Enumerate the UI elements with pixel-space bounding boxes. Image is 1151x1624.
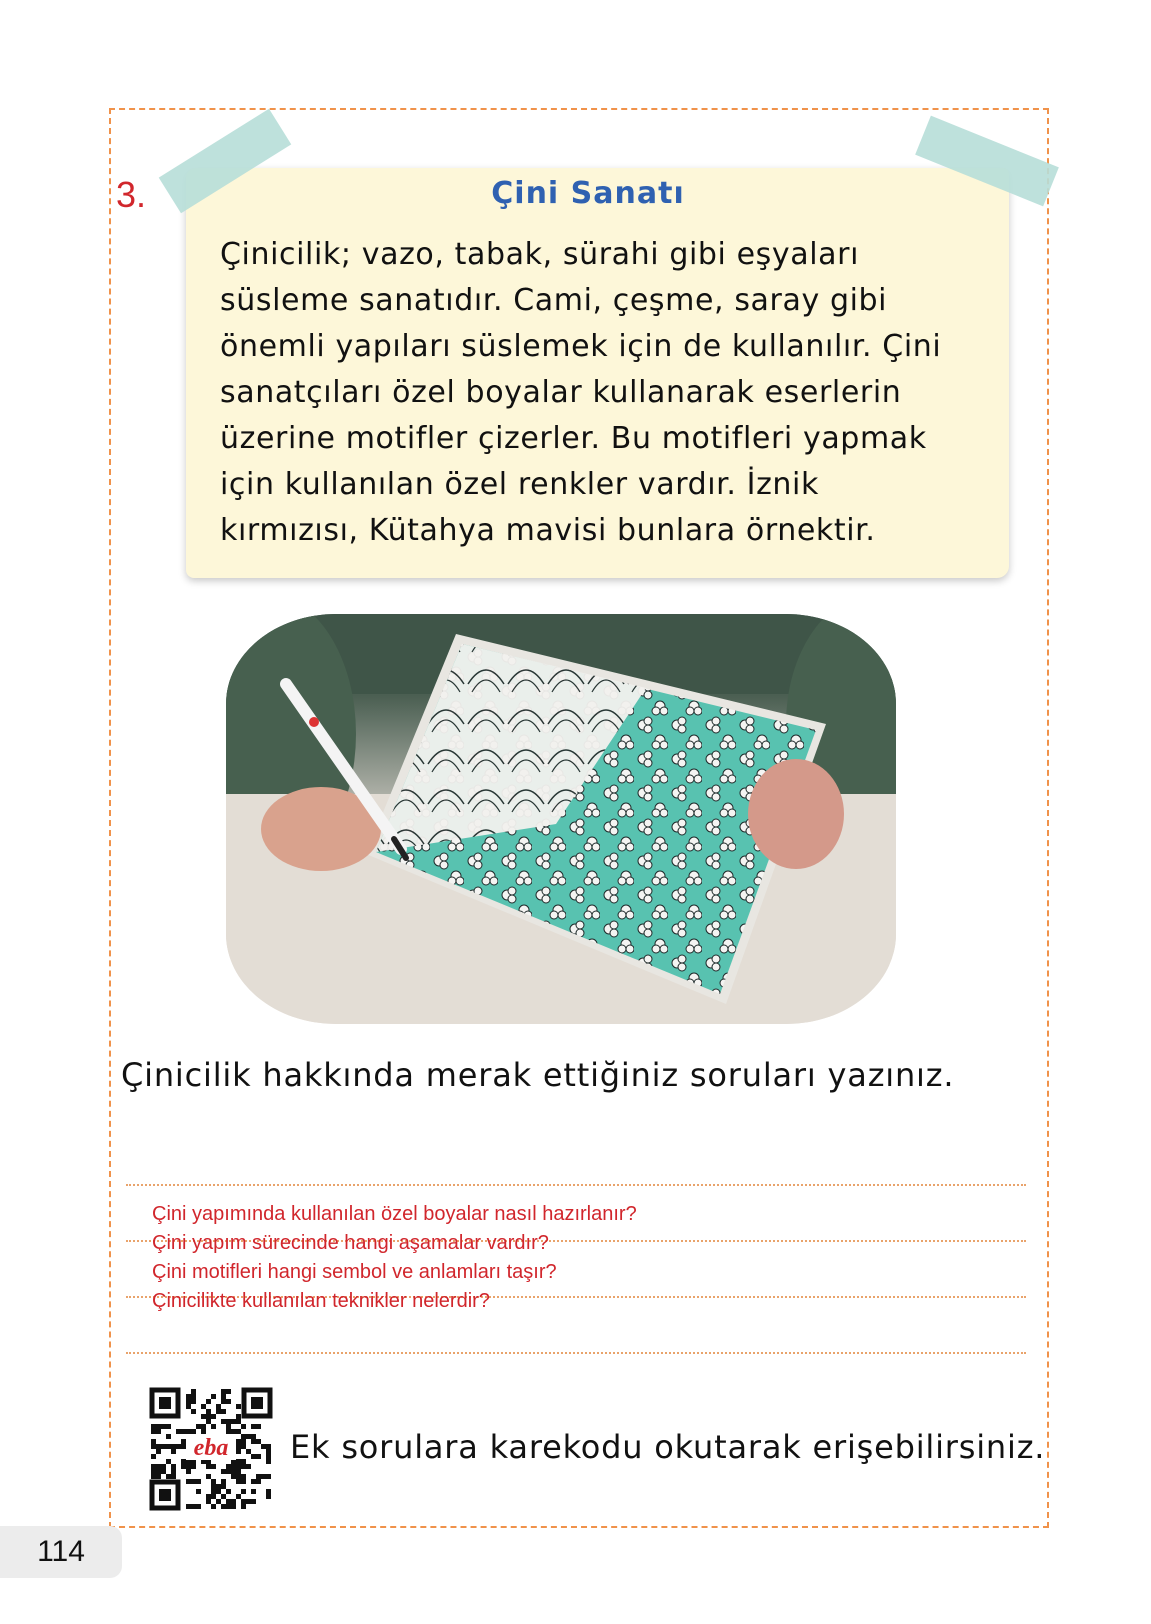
qr-module	[266, 1474, 271, 1479]
qr-module	[231, 1499, 236, 1504]
qr-module	[241, 1499, 246, 1504]
answer-item: Çinicilikte kullanılan teknikler nelerdir?	[152, 1290, 490, 1312]
qr-module	[171, 1449, 176, 1454]
qr-module	[156, 1469, 161, 1474]
answer-line	[126, 1184, 1026, 1186]
qr-module	[186, 1394, 191, 1399]
qr-module	[221, 1469, 226, 1474]
qr-module	[211, 1394, 216, 1399]
qr-module	[191, 1394, 196, 1399]
qr-module	[156, 1474, 161, 1479]
qr-module	[186, 1404, 191, 1409]
activity-title: Çini Sanatı	[491, 176, 685, 211]
qr-module	[201, 1429, 206, 1434]
qr-module	[151, 1454, 156, 1459]
qr-module	[191, 1429, 196, 1434]
qr-module	[251, 1439, 256, 1444]
qr-module	[261, 1474, 266, 1479]
qr-module	[226, 1469, 231, 1474]
qr-module	[226, 1499, 231, 1504]
answer-line	[126, 1352, 1026, 1354]
qr-module	[211, 1424, 216, 1429]
qr-module	[211, 1414, 216, 1419]
qr-module	[186, 1429, 191, 1434]
qr-module	[151, 1444, 156, 1449]
qr-module	[161, 1444, 166, 1449]
qr-module	[236, 1449, 241, 1454]
qr-module	[226, 1464, 231, 1469]
qr-module	[161, 1469, 166, 1474]
qr-module	[256, 1424, 261, 1429]
qr-module	[216, 1404, 221, 1409]
qr-module	[156, 1429, 161, 1434]
qr-module	[226, 1389, 231, 1394]
qr-module	[226, 1399, 231, 1404]
qr-module	[246, 1499, 251, 1504]
qr-module	[221, 1479, 226, 1484]
qr-module	[156, 1464, 161, 1469]
paragraph-line: önemli yapıları süslemek için de kullanılır. Çini	[220, 329, 942, 364]
qr-module	[206, 1414, 211, 1419]
qr-module	[166, 1424, 171, 1429]
qr-module	[226, 1429, 231, 1434]
qr-module	[211, 1489, 216, 1494]
qr-module	[236, 1474, 241, 1479]
qr-module	[211, 1464, 216, 1469]
qr-module	[251, 1434, 256, 1439]
qr-module	[176, 1429, 181, 1434]
qr-module	[166, 1459, 171, 1464]
paragraph-line: kırmızısı, Kütahya mavisi bunlara örnektir.	[220, 513, 876, 548]
qr-module	[256, 1474, 261, 1479]
qr-module	[256, 1479, 261, 1484]
qr-module	[211, 1494, 216, 1499]
qr-module	[211, 1479, 216, 1484]
qr-module	[166, 1444, 171, 1449]
qr-module	[256, 1439, 261, 1444]
activity-number: 3.	[116, 174, 147, 215]
qr-module	[201, 1404, 206, 1409]
qr-module	[206, 1419, 211, 1424]
qr-module	[201, 1424, 206, 1429]
tile-painting-photo	[226, 614, 896, 1024]
qr-module	[196, 1489, 201, 1494]
qr-module	[216, 1499, 221, 1504]
qr-module	[241, 1434, 246, 1439]
qr-module	[181, 1429, 186, 1434]
qr-module	[191, 1464, 196, 1469]
qr-module	[241, 1504, 246, 1509]
qr-module	[151, 1469, 156, 1474]
qr-module	[221, 1409, 226, 1414]
qr-module	[221, 1484, 226, 1489]
qr-module	[261, 1444, 266, 1449]
qr-module	[231, 1464, 236, 1469]
qr-module	[241, 1474, 246, 1479]
qr-module	[226, 1504, 231, 1509]
qr-module	[181, 1464, 186, 1469]
qr-module	[186, 1504, 191, 1509]
qr-module	[251, 1424, 256, 1429]
qr-module	[221, 1394, 226, 1399]
question-prompt: Çinicilik hakkında merak ettiğiniz soruları yazınız.	[121, 1056, 955, 1094]
qr-module	[206, 1409, 211, 1414]
qr-module	[236, 1414, 241, 1419]
qr-module	[156, 1449, 161, 1454]
qr-module	[156, 1444, 161, 1449]
qr-code-graphic	[148, 1386, 274, 1512]
qr-module	[151, 1439, 156, 1444]
qr-module	[216, 1484, 221, 1489]
qr-module	[266, 1489, 271, 1494]
eba-logo: eba	[193, 1435, 229, 1461]
qr-module	[186, 1464, 191, 1469]
qr-module	[206, 1464, 211, 1469]
qr-module	[206, 1499, 211, 1504]
paragraph-line: sanatçıları özel boyalar kullanarak eserlerin	[220, 375, 902, 410]
qr-module	[196, 1424, 201, 1429]
paragraph-line: süsleme sanatıdır. Cami, çeşme, saray gibi	[220, 283, 888, 318]
footer-text: Ek sorulara karekodu okutarak erişebilirsiniz.	[290, 1428, 1046, 1466]
qr-module	[231, 1474, 236, 1479]
qr-module	[231, 1419, 236, 1424]
qr-module	[236, 1464, 241, 1469]
qr-module	[171, 1464, 176, 1469]
qr-module	[241, 1439, 246, 1444]
qr-module	[181, 1444, 186, 1449]
qr-module	[221, 1494, 226, 1499]
qr-module	[216, 1409, 221, 1414]
answer-item: Çini yapım sürecinde hangi aşamalar vardır?	[152, 1232, 549, 1254]
qr-module	[231, 1429, 236, 1434]
answer-list	[152, 1200, 852, 1316]
qr-module	[201, 1414, 206, 1419]
qr-module	[151, 1429, 156, 1434]
qr-module	[236, 1469, 241, 1474]
qr-code-icon[interactable]	[148, 1386, 274, 1512]
qr-module	[211, 1484, 216, 1489]
qr-module	[206, 1399, 211, 1404]
qr-module	[266, 1459, 271, 1464]
qr-module	[256, 1454, 261, 1459]
qr-module	[241, 1464, 246, 1469]
qr-module	[251, 1499, 256, 1504]
qr-module	[241, 1489, 246, 1494]
qr-module	[206, 1494, 211, 1499]
qr-module	[236, 1459, 241, 1464]
qr-module	[221, 1389, 226, 1394]
qr-module	[181, 1439, 186, 1444]
qr-module	[236, 1479, 241, 1484]
qr-module	[266, 1449, 271, 1454]
qr-module	[231, 1469, 236, 1474]
qr-module	[226, 1419, 231, 1424]
qr-module	[191, 1399, 196, 1404]
qr-module	[166, 1434, 171, 1439]
qr-module	[191, 1504, 196, 1509]
qr-module	[266, 1494, 271, 1499]
paragraph-line: için kullanılan özel renkler vardır. İznik	[220, 467, 819, 502]
qr-module	[206, 1474, 211, 1479]
qr-module	[216, 1489, 221, 1494]
qr-module	[191, 1409, 196, 1414]
qr-module	[241, 1459, 246, 1464]
qr-module	[156, 1424, 161, 1429]
qr-module	[236, 1494, 241, 1499]
qr-module	[246, 1434, 251, 1439]
qr-module	[231, 1504, 236, 1509]
qr-module	[171, 1474, 176, 1479]
paragraph-line: üzerine motifler çizerler. Bu motifleri yapmak	[220, 421, 927, 456]
qr-module	[236, 1429, 241, 1434]
qr-module	[161, 1464, 166, 1469]
qr-module	[161, 1424, 166, 1429]
qr-module	[236, 1439, 241, 1444]
page-number: 114	[0, 1526, 122, 1578]
qr-module	[196, 1479, 201, 1484]
qr-module	[226, 1424, 231, 1429]
qr-module	[246, 1464, 251, 1469]
qr-module	[171, 1444, 176, 1449]
qr-module	[221, 1504, 226, 1509]
answer-item: Çini yapımında kullanılan özel boyalar nasıl hazırlanır?	[152, 1203, 637, 1225]
tile-illustration	[226, 614, 896, 1024]
qr-module	[196, 1504, 201, 1509]
qr-module	[251, 1489, 256, 1494]
qr-module	[151, 1464, 156, 1469]
qr-module	[151, 1474, 156, 1479]
qr-module	[236, 1419, 241, 1424]
qr-module	[186, 1399, 191, 1404]
qr-module	[191, 1389, 196, 1394]
qr-module	[266, 1444, 271, 1449]
qr-module	[226, 1489, 231, 1494]
qr-module	[241, 1444, 246, 1449]
qr-module	[266, 1454, 271, 1459]
answer-item: Çini motifleri hangi sembol ve anlamları taşır?	[152, 1261, 557, 1283]
activity-paragraph	[220, 232, 990, 554]
qr-module	[176, 1444, 181, 1449]
qr-module	[221, 1399, 226, 1404]
qr-module	[181, 1459, 186, 1464]
paragraph-line: Çinicilik; vazo, tabak, sürahi gibi eşyaları	[220, 237, 860, 272]
qr-module	[251, 1479, 256, 1484]
qr-module	[236, 1444, 241, 1449]
qr-module	[191, 1479, 196, 1484]
qr-module	[211, 1504, 216, 1509]
qr-module	[186, 1469, 191, 1474]
qr-module	[246, 1449, 251, 1454]
qr-module	[166, 1474, 171, 1479]
qr-module	[186, 1479, 191, 1484]
qr-module	[151, 1424, 156, 1429]
qr-module	[236, 1404, 241, 1409]
qr-module	[221, 1419, 226, 1424]
qr-module	[251, 1454, 256, 1459]
qr-module	[241, 1424, 246, 1429]
qr-module	[241, 1479, 246, 1484]
qr-module	[171, 1469, 176, 1474]
